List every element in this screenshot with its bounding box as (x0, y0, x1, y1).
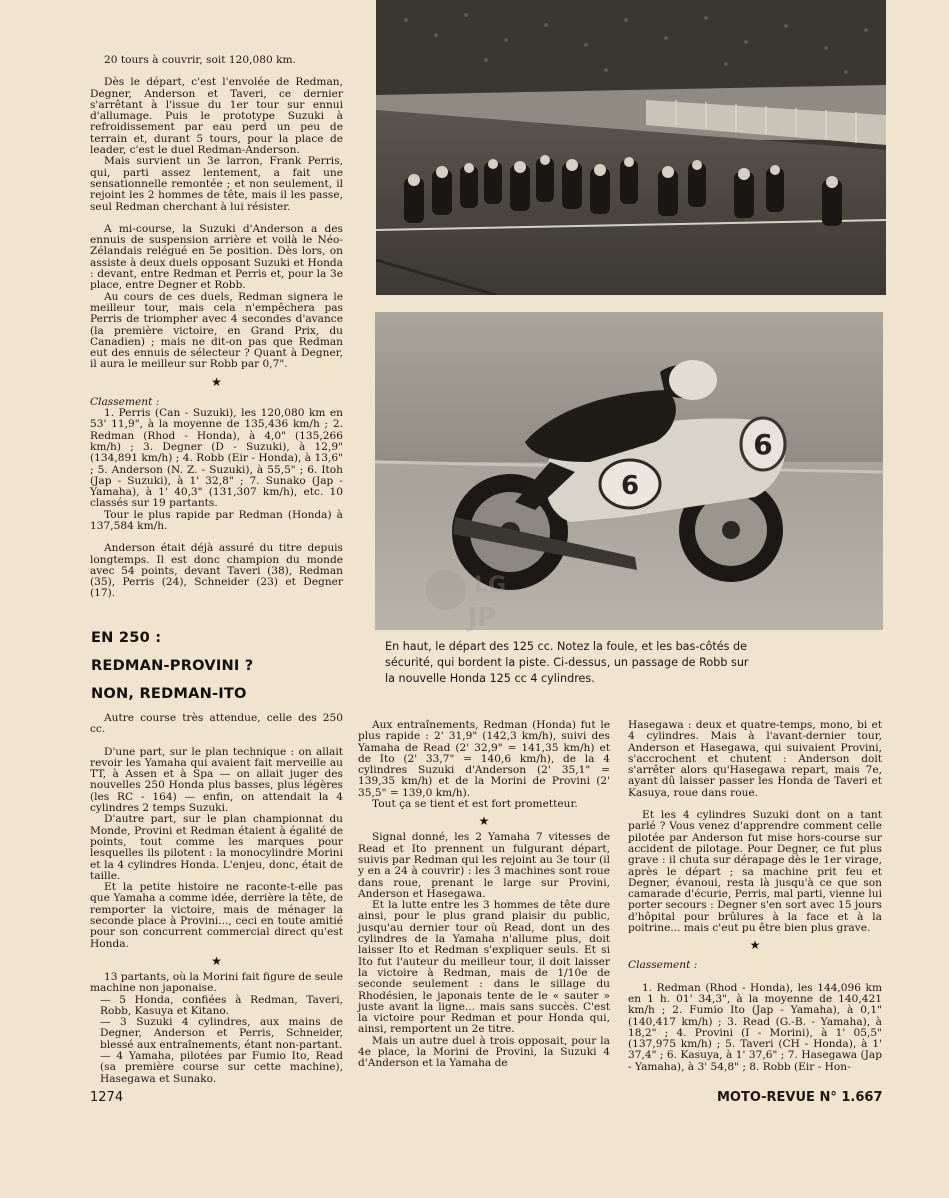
watermark-text-2: JP (467, 603, 497, 633)
star-separator: ★ (211, 953, 222, 968)
paragraph: Et les 4 cylindres Suzuki dont on a tant parlé ? Vous venez d'apprendre comment celle pilotée par Anderson fut mise hors-course sur accident de pilotage. Pour Degner, ce fut plus grave : il chuta sur dérapage dès le 1er virage, après le départ ; sa machine prit feu et Degner, évanoui, resta là jusqu'à ce que son camarade d'écurie, Perris, mal parti, vienne lui porter secours : Degner s'en sort avec 15 jours d'hôpital pour brûlures à la face et à la poitrine... mais c'eut pu être bien plus grave. (628, 809, 882, 935)
paragraph: Hasegawa : deux et quatre-temps, mono, bi et 4 cylindres. Mais à l'avant-dernier tour, Anderson et Hasegawa, qui suivaient Provini, s'accrochent et chutent : Anderson doit s'arrêter alors qu'Hasegawa repart, mais 7e, ayant dû laisser passer les Honda de Taveri et Kasuya, roue dans roue. (628, 719, 882, 799)
paragraph: Mais survient un 3e larron, Frank Perris, qui, parti assez lentement, a fait une sensationnelle remontée ; et non seulement, il rejoint les 2 hommes de tête, mais il les passe, seul Redman cherchant à lui résister. (90, 155, 343, 213)
race-start-photo (376, 0, 886, 295)
paragraph: Et la lutte entre les 3 hommes de tête dure ainsi, pour le plus grand plaisir du public, jusqu'au dernier tour où Read, dont un des cylindres de la Yamaha n'allume plus, doit laisser Ito et Redman s'expliquer seuls. Et si Ito fut l'auteur du meilleur tour, il doit laisser la victoire à Redman, mais de 1/10e de seconde seulement : dans le sillage du Rhodésien, le japonais tente de le « sauter » juste avant la ligne... mais sans succès. C'est la victoire pour Redman et pour Honda qui, ainsi, remportent un 2e titre. (358, 899, 610, 1036)
fastest-lap: Tour le plus rapide par Redman (Honda) à 137,584 km/h. (90, 508, 343, 532)
classement-title: Classement : (628, 959, 698, 972)
classement-title: Classement : (90, 395, 160, 408)
article-column-2 (358, 720, 610, 1070)
champion-paragraph: Anderson était déjà assuré du titre depuis longtemps. Il est donc champion du monde avec 54 points, devant Taveri (38), Redman (35), Perris (24), Schneider (23) et Degner (17). (90, 542, 343, 600)
paragraph: Dès le départ, c'est l'envolée de Redman, Degner, Anderson et Taveri, ce dernier s'arrêtant à l'issue du 1er tour sur ennui d'allumage. Puis le prototype Suzuki à refroidissement par eau perd un peu de terrain et, durant 5 tours, pour la place de leader, c'est le duel Redman-Anderson. (90, 76, 343, 157)
paragraph: Tout ça se tient et est fort prometteur. (372, 798, 578, 811)
paragraph: Signal donné, les 2 Yamaha 7 vitesses de Read et Ito prennent un fulgurant départ, suivis par Redman qui les rejoint au 3e tour (il y en a 24 à couvrir) : les 3 machines sont roue dans roue, prenant le large sur Provini, Anderson et Hasegawa. (358, 831, 610, 900)
headline-line-1: EN 250 : (91, 629, 162, 646)
paragraph: D'autre part, sur le plan championnat du Monde, Provini et Redman étaient à égalité de points, tout comme les marques pour lesquelles ils pilotent : la monocylindre Morini et la 4 cylindres Honda. L'enjeu, donc, était de taille. (90, 813, 343, 882)
paragraph: Mais un autre duel à trois opposait, pour la 4e place, la Morini de Provini, la Suzuki 4 d'Anderson et la Yamaha de (358, 1034, 610, 1070)
paragraph: Au cours de ces duels, Redman signera le meilleur tour, mais cela n'empêchera pas Perris de triompher avec 4 secondes d'avance (la première victoire, en Grand Prix, du Canadien) ; mais ne dit-on pas que Redman eut des ennuis de sélecteur ? Quant à Degner, il aura le meilleur sur Robb par 0,7". (90, 290, 343, 371)
classement-text: 1. Redman (Rhod - Honda), les 144,096 km en 1 h. 01' 34,3", à la moyenne de 140,421 km/h ; 2. Fumio Ito (Jap - Yamaha), à 0,1" (140,417 km/h) ; 3. Read (G.-B. - Yamaha), à 18,2" ; 4. Provini (I - Morini), à 1' 05,5" (137,975 km/h) ; 5. Taveri (CH - Honda), à 1' 37,4" ; 6. Kasuya, à 1' 37,6" ; 7. Hasegawa (Jap - Yamaha), à 3' 54,8" ; 8. Robb (Eir - Hon- (628, 981, 882, 1073)
star-separator: ★ (749, 938, 761, 953)
entry-list-item: — 5 Honda, confiées à Redman, Taveri, Robb, Kasuya et Kitano. (100, 993, 343, 1017)
paragraph: D'une part, sur le plan technique : on allait revoir les Yamaha qui avaient fait merveille au TT, à Assen et à Spa — on allait juger des nouvelles 250 Honda plus basses, plus légères (les RC - 164) — enfin, on attendait la 4 cylindres 2 temps Suzuki. (90, 745, 343, 815)
paragraph: Aux entraînements, Redman (Honda) fut le plus rapide : 2' 31,9" (142,3 km/h), suivi des Yamaha de Read (2' 32,9" = 141,35 km/h) et de Ito (2' 33,7" = 140,6 km/h), de la 4 cylindres Suzuki d'Anderson (2' 35,1" = 139,35 km/h) et de la Morini de Provini (2' 35,5" = 139,0 km/h). (358, 719, 610, 799)
paragraph: A mi-course, la Suzuki d'Anderson a des ennuis de suspension arrière et voilà le Néo-Zélandais relégué en 5e position. Dès lors, on assiste à deux duels opposant Suzuki et Honda : devant, entre Redman et Perris et, pour la 3e place, entre Degner et Robb. (90, 222, 343, 292)
paragraph: Autre course très attendue, celle des 250 cc. (90, 712, 343, 736)
entry-list-item: — 3 Suzuki 4 cylindres, aux mains de Degner, Anderson et Perris, Schneider, blessé aux entraînements, étant non-partant. (100, 1016, 343, 1051)
page-number: 1274 (90, 1090, 124, 1105)
partants-paragraph: 13 partants, où la Morini fait figure de seule machine non japonaise. (90, 970, 343, 995)
article-column-1 (90, 713, 343, 1085)
star-separator: ★ (478, 814, 490, 829)
tank-number: 6 (620, 471, 640, 501)
watermark-text: LG (473, 573, 507, 598)
photo-caption: En haut, le départ des 125 cc. Notez la foule, et les bas-côtés de sécurité, qui bordent la piste. Ci-dessus, un passage de Robb sur la nouvelle Honda 125 cc 4 cylindres. (385, 640, 749, 685)
paragraph: Et la petite histoire ne raconte-t-elle pas que Yamaha a comme idée, derrière la tête, de remporter la victoire, mais de ménager la seconde place à Provini..., ceci en toute amitié pour son concurrent commercial direct qu'est Honda. (90, 881, 343, 950)
paragraph: 20 tours à couvrir, soit 120,080 km. (104, 54, 296, 66)
headline-line-3: NON, REDMAN-ITO (91, 685, 247, 702)
left-column-text (90, 55, 343, 600)
headline-line-2: REDMAN-PROVINI ? (91, 657, 254, 674)
watermark-logo (420, 560, 510, 636)
star-separator: ★ (211, 374, 222, 389)
magazine-footer: MOTO-REVUE N° 1.667 (717, 1090, 883, 1105)
fairing-number: 6 (753, 428, 773, 461)
article-column-3 (628, 720, 882, 1073)
entry-list-item: — 4 Yamaha, pilotées par Fumio Ito, Read (sa première course sur cette machine), Hasegawa et Sunako. (100, 1050, 343, 1085)
classement-text: 1. Perris (Can - Suzuki), les 120,080 km en 53' 11,9", à la moyenne de 135,436 km/h ; 2. Redman (Rhod - Honda), à 4,0" (135,266 km/h) ; 3. Degner (D - Suzuki), à 12,9" (134,891 km/h) ; 4. Robb (Eir - Honda), à 13,6" ; 5. Anderson (N. Z. - Suzuki), à 55,5" ; 6. Itoh (Jap - Suzuki), à 1' 32,8" ; 7. Sunako (Jap - Yamaha), à 1' 40,3" (131,307 km/h), etc. 10 classés sur 19 partants. (90, 407, 343, 510)
section-headline (91, 624, 351, 708)
